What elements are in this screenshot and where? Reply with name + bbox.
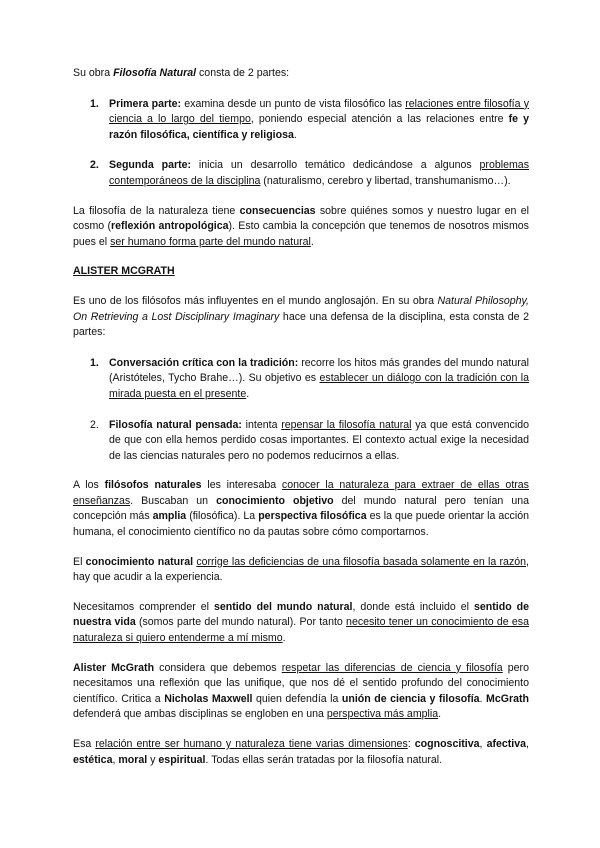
text: Su obra — [73, 67, 114, 79]
text: consta de 2 partes: — [196, 67, 290, 79]
bold-text: perspectiva filosófica — [258, 510, 367, 523]
bold-text: moral — [118, 753, 148, 766]
bold-text: sentido de nuestra vida — [73, 600, 530, 629]
underlined-text: relaciones entre filosofía y ciencia a lo largo del tiempo — [109, 97, 529, 126]
differences-paragraph — [73, 661, 529, 723]
bold-text: conocimiento objetivo — [216, 494, 334, 507]
bold-text: reflexión antropológica — [111, 220, 229, 233]
dimensions-paragraph — [73, 737, 529, 768]
list-label: Filosofía natural pensada: — [109, 418, 242, 431]
list-label: Conversación crítica con la tradición: — [109, 356, 299, 369]
list-number: 1. — [90, 356, 99, 369]
text: . — [293, 128, 297, 141]
text: , hay que acudir a la experiencia. — [73, 555, 529, 584]
underlined-text: corrige las deficiencias de una filosofía basada solamente en la razón — [196, 555, 527, 568]
bold-text: Alister McGrath — [73, 661, 155, 674]
mcgrath-paragraph — [73, 294, 529, 341]
text: (somos parte del mundo natural). Por tanto — [135, 616, 347, 629]
text: sobre quiénes somos y nuestro lugar en el cosmo ( — [73, 204, 529, 233]
list-number: 1. — [90, 97, 99, 110]
parts-list — [73, 97, 529, 190]
sense-paragraph — [73, 600, 529, 647]
underlined-text: conocer la naturaleza para extraer de ellas otras enseñanzas — [73, 479, 529, 507]
text: : — [407, 738, 415, 750]
text: A los — [73, 479, 105, 492]
text: examina desde un punto de vista filosófico las — [181, 97, 406, 110]
text: (filosófica). La — [186, 510, 259, 523]
text: , donde está incluido el — [352, 600, 474, 613]
text: . Todas ellas serán tratadas por la filosofía natural. — [205, 753, 443, 766]
text: considera que debemos — [154, 661, 282, 674]
text: , poniendo especial atención a las relaciones entre — [250, 113, 509, 126]
text: . — [310, 235, 314, 248]
text: es la que puede orientar la acción humana, el conocimiento científico no da pautas sobre cómo comportarnos. — [73, 510, 529, 539]
underlined-text: problemas contemporáneos de la disciplina — [109, 159, 529, 187]
book-title: Filosofía Natural — [113, 67, 197, 79]
consequences-paragraph — [73, 204, 529, 251]
text: Necesitamos comprender el — [73, 600, 214, 613]
text: . — [438, 708, 442, 721]
text: del mundo natural pero tenían una concepción más — [73, 494, 530, 523]
underlined-text: perspectiva más amplia — [326, 708, 439, 721]
underlined-text: respetar las diferencias de ciencia y filosofía — [281, 661, 503, 674]
text: La filosofía de la naturaleza tiene — [73, 204, 240, 217]
section-heading: ALISTER MCGRATH — [73, 265, 175, 278]
text: , — [479, 738, 487, 750]
text: . — [479, 692, 486, 705]
bold-text: afectiva — [486, 738, 527, 750]
text: (naturalismo, cerebro y libertad, transhumanismo…). — [260, 174, 511, 187]
text: les interesaba — [201, 479, 282, 492]
underlined-text: necesito tener un conocimiento de esa naturaleza si quiero entenderme a mí mismo — [73, 616, 529, 645]
bold-text: espiritual — [158, 753, 206, 766]
text: ). Esto cambia la concepción que tenemos de nosotros mismos pues el — [73, 220, 529, 248]
book-title-italic: Natural Philosophy, On Retrieving a Lost Disciplinary Imaginary — [73, 294, 530, 323]
mcgrath-parts-list — [73, 356, 529, 465]
bold-text: unión de ciencia y filosofía — [341, 692, 480, 705]
text: intenta — [241, 418, 282, 431]
text: . — [282, 632, 286, 645]
bold-text: Nicholas Maxwell — [164, 692, 253, 705]
text: defenderá que ambas disciplinas se engloben en una — [73, 708, 327, 721]
text: pero necesitamos una reflexión que las unifique, que nos dé el sentido profundo del conocimiento científico. Critica a — [73, 661, 529, 705]
text: Esa — [73, 738, 96, 750]
text: . Buscaban un — [130, 494, 217, 507]
list-label: Primera parte: — [109, 97, 182, 110]
text: , — [526, 738, 529, 750]
list-item-part1 — [73, 97, 529, 144]
bold-text: estética — [73, 753, 113, 766]
text: ya que está convencido de que con ella hemos perdido cosas importantes. El contexto actual exige la necesidad de las ciencias naturales pero no podemos reducirnos a ellas. — [109, 418, 529, 462]
knowledge-paragraph — [73, 555, 529, 586]
underlined-text: relación entre ser humano y naturaleza tiene varias dimensiones — [95, 738, 408, 750]
text: hace una defensa de la disciplina, esta consta de 2 partes: — [73, 310, 529, 339]
text: Es uno de los filósofos más influyentes en el mundo anglosajón. En su obra — [73, 294, 438, 307]
document-page — [73, 66, 529, 768]
bold-text: consecuencias — [239, 204, 316, 217]
list-number: 2. — [90, 159, 99, 172]
bold-text: cognoscitiva — [414, 738, 480, 750]
underlined-text: establecer un diálogo con la tradición con la mirada puesta en el presente — [109, 372, 530, 400]
bold-text: filósofos naturales — [104, 479, 202, 492]
list-item-mpart1 — [73, 356, 529, 403]
underlined-text: ser humano forma parte del mundo natural — [110, 235, 311, 248]
text: inicia un desarrollo temático dedicándose a algunos — [191, 159, 480, 172]
list-number: 2. — [90, 418, 99, 431]
text: , — [112, 753, 119, 766]
text: y — [147, 753, 159, 766]
list-item-mpart2 — [73, 418, 529, 465]
bold-text: fe y razón filosófica, científica y religiosa — [109, 113, 529, 141]
text: recorre los hitos más grandes del mundo natural (Aristóteles, Tycho Brahe…). Su objetivo es — [109, 356, 529, 385]
bold-text: sentido del mundo natural — [213, 600, 353, 613]
text: . — [246, 387, 250, 400]
list-item-part2 — [73, 158, 529, 189]
bold-text: McGrath — [486, 692, 529, 705]
bold-text: amplia — [152, 510, 187, 523]
intro-paragraph — [73, 66, 529, 82]
text: quien defendía la — [252, 692, 342, 705]
list-label: Segunda parte: — [109, 159, 192, 172]
underlined-text: repensar la filosofía natural — [281, 418, 412, 431]
philosophers-paragraph — [73, 478, 529, 540]
text: El — [73, 555, 86, 568]
bold-text: conocimiento natural — [85, 555, 194, 568]
